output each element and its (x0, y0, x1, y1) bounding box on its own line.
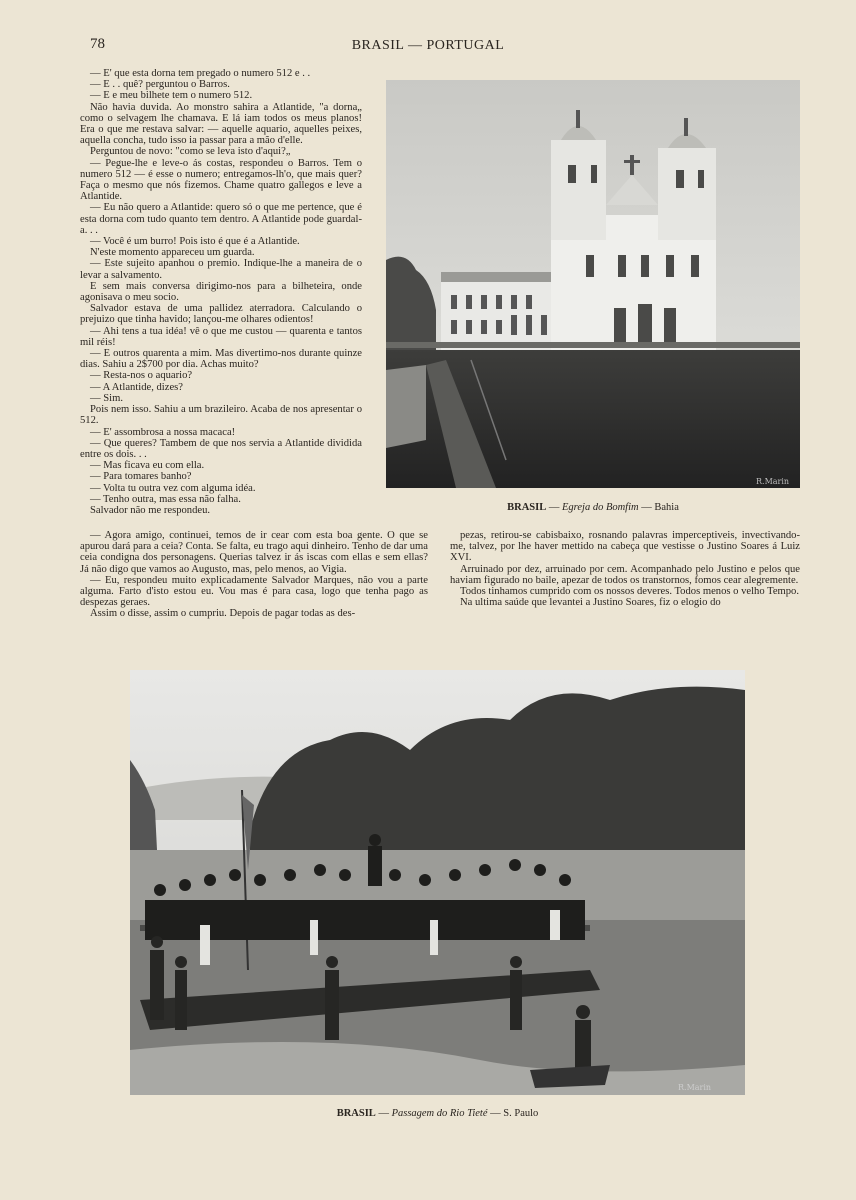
text-paragraph: Na ultima saúde que levantei a Justino Soares, fiz o elogio do (460, 597, 721, 609)
text-paragraph: — E' assombrosa a nossa macaca! (90, 426, 236, 438)
caption-subject: Egreja do Bomfim (562, 502, 639, 513)
lower-left-text-column (80, 530, 428, 620)
text-paragraph: — E . . quê? perguntou o Barros. (90, 79, 230, 91)
photographer-signature: R.Marin (756, 477, 790, 486)
text-paragraph: — Mas ficava eu com ella. (90, 460, 205, 472)
text-paragraph: Salvador estava de uma pallidez aterradora. Calculando o prejuizo que tinha havido; lançou-me olhares odientos! (80, 303, 362, 326)
text-paragraph: Salvador não me respondeu. (90, 504, 211, 516)
text-paragraph: — E outros quarenta a mim. Mas divertimo-nos durante quinze dias. Sahiu a 2$700 por dia. Achas muito? (80, 348, 362, 371)
caption-dash: — (548, 502, 562, 513)
text-paragraph: Perguntou de novo: "como se leva isto d'aqui?„ (90, 146, 291, 158)
river-crossing-photo (130, 670, 745, 1095)
photographer-signature: R.Marin (678, 1083, 712, 1092)
text-paragraph: — E e meu bilhete tem o numero 512. (90, 90, 253, 102)
text-paragraph: — Volta tu outra vez com alguma idéa. (90, 482, 256, 494)
caption-place: S. Paulo (503, 1108, 539, 1119)
caption-place: Bahia (654, 502, 679, 513)
left-text-column (80, 68, 362, 516)
caption-country: BRASIL (336, 1108, 376, 1119)
text-paragraph: Assim o disse, assim o cumpriu. Depois de pagar todas as des- (90, 608, 356, 620)
text-paragraph: Não havia duvida. Ao monstro sahira a Atlantide, "a dorna„ como o selvagem lhe chamava. E lá iam todos os meus planos! Era o que me restava salvar: — aquelle aquario, aquelles peixes, aquella concha, tudo isso ia passar para a mão d'elle. (80, 101, 362, 147)
text-paragraph: — Resta-nos o aquario? (90, 370, 193, 382)
text-paragraph: pezas, retirou-se cabisbaixo, rosnando palavras imperceptiveis, invectivando-me, talvez, por lhe haver mettido na cabeça que vestisse o Justino Soares á Luiz XVI. (450, 530, 800, 564)
text-paragraph: Arruinado por dez, arruinado por cem. Acompanhado pelo Justino e pelos que haviam figurado no baile, apezar de todos os transtornos, fomos cear alegremente. (450, 563, 800, 586)
running-title: BRASIL — PORTUGAL (351, 38, 505, 53)
right-text-column (450, 530, 800, 608)
text-paragraph: — Ahi tens a tua idéa! vê o que me custou — quarenta e tantos mil réis! (80, 325, 362, 348)
text-paragraph: — Eu, respondeu muito explicadamente Salvador Marques, não vou a parte alguma. Farto d'isto estou eu. Vou mas é para casa, logo que tenha pago as despezas geraes. (80, 574, 428, 609)
text-paragraph: — Pegue-lhe e leve-o ás costas, respondeu o Barros. Tem o numero 512 — é esse o numero; entregamos-lh'o, que mais quer? Faça o mesmo que nós fizemos. Chame quatro gallegos e leve a Atlantide. (80, 157, 362, 203)
text-paragraph: — Que queres? Tambem de que nos servia a Atlantide dividida entre os dois. . . (80, 437, 362, 460)
page-number: 78 (90, 36, 105, 52)
text-paragraph: — Para tomares banho? (90, 471, 192, 483)
text-paragraph: — Tenho outra, mas essa não falha. (90, 493, 241, 505)
church-photo-caption (386, 502, 800, 513)
text-paragraph: — E' que esta dorna tem pregado o numero 512 e . . (90, 68, 311, 79)
text-paragraph: — Sim. (90, 392, 123, 404)
text-paragraph: N'este momento appareceu um guarda. (90, 247, 255, 259)
text-paragraph: — Eu não quero a Atlantide: quero só o que me pertence, que é esta dorna com tudo quanto tem dentro. A Atlantide pode guardal-a. . . (80, 202, 362, 236)
caption-dash: — (641, 502, 655, 513)
caption-dash: — (490, 1108, 504, 1119)
caption-dash: — (378, 1108, 392, 1119)
text-paragraph: Todos tinhamos cumprido com os nossos deveres. Todos menos o velho Tempo. (460, 586, 800, 598)
river-photo-caption (130, 1108, 745, 1119)
caption-country: BRASIL (507, 502, 547, 513)
text-paragraph: — A Atlantide, dizes? (90, 381, 183, 393)
text-paragraph: E sem mais conversa dirigimo-nos para a bilheteira, onde agonisava o meu socio. (80, 280, 362, 304)
text-paragraph: Pois nem isso. Sahiu a um brazileiro. Acaba de nos apresentar o 512. (80, 404, 362, 427)
text-paragraph: — Você é um burro! Pois isto é que é a Atlantide. (90, 236, 300, 248)
church-photo (386, 80, 800, 488)
text-paragraph: — Este sujeito apanhou o premio. Indique-lhe a maneira de o levar a salvamento. (80, 258, 362, 281)
text-paragraph: — Agora amigo, continuei, temos de ir cear com esta boa gente. O que se apurou dará para a ceia? Conta. Se falta, eu trago aqui dinheiro. Tenho de dar uma ceia condigna dos personagens. Querias talvez ir ás iscas com ellas e sem ellas? Já não digo que vamos ao Augusto, mas, pelo menos, ao Vigia. (80, 530, 428, 575)
caption-subject: Passagem do Rio Tieté (391, 1108, 488, 1119)
